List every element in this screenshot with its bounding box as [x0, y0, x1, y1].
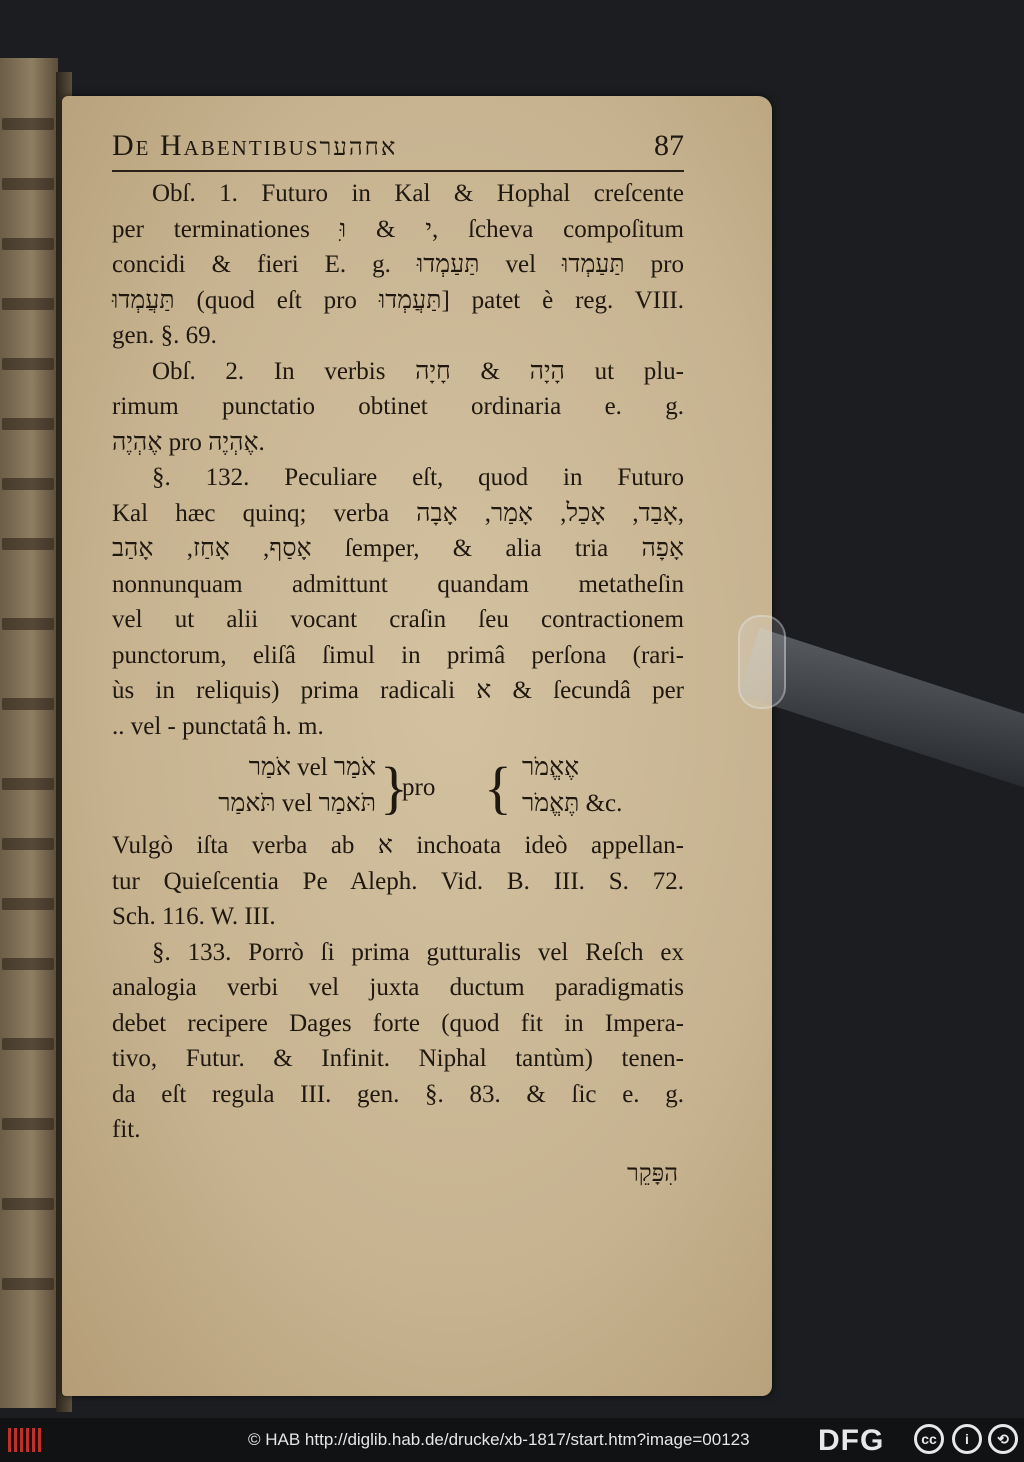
attribution-icon[interactable]: i: [952, 1424, 982, 1454]
text-line: concidi & fieri E. g. תַּעַמְדוּ vel תַּעַמְדוּ pro: [112, 251, 684, 278]
paradigm-example: [112, 750, 684, 826]
text-line: tivo, Futur. & Infinit. Niphal tantùm) tenen-: [112, 1045, 684, 1072]
text-line: אָסַף, אָחַז, אָהַב ſemper, & alia tria אָפָה: [112, 535, 684, 562]
text-line: rimum punctatio obtinet ordinaria e. g.: [112, 393, 684, 420]
text-line: Kal hæc quinq; verba אָבַד, אָכַל, אָמַר, אָבָה,: [112, 499, 684, 527]
running-header: [112, 128, 684, 172]
text-line: fit.: [112, 1116, 141, 1143]
text-line: Vulgò iſta verba ab א inchoata ideò appellan-: [112, 832, 685, 859]
text-line: gen. §. 69.: [112, 322, 217, 349]
page-text: [112, 128, 684, 1191]
text-line: tur Quieſcentia Pe Aleph. Vid. B. III. S. 72.: [112, 867, 684, 895]
example-right-2: תֶּאֱמֹר &c.: [522, 790, 623, 817]
catchword: הִפָּקֵר: [626, 1158, 678, 1187]
dfg-logo: DFG: [818, 1424, 885, 1457]
text-line: §. 133. Porrò ſi prima gutturalis vel Reſch ex: [152, 938, 684, 966]
text-line: da eſt regula III. gen. §. 83. & ſic e. g.: [112, 1080, 684, 1108]
text-line: Obſ. 2. In verbis הָיָה & חָיָה ut plu-: [152, 357, 685, 385]
text-line: punctorum, eliſâ ſimul in primâ perſona (rari-: [112, 641, 684, 669]
text-line: אֶהְיֶה pro אֶהְיֶה.: [112, 428, 265, 456]
text-line: vel ut alii vocant craſin ſeu contractionem: [112, 606, 684, 633]
text-line: debet recipere Dages forte (quod fit in Impera-: [112, 1009, 684, 1037]
facing-page-edge: [0, 58, 58, 1408]
brace-left: {: [484, 755, 512, 820]
text-line: §. 132. Peculiare eſt, quod in Futuro: [152, 464, 684, 491]
share-alike-icon[interactable]: ⟲: [988, 1424, 1018, 1454]
text-line: Obſ. 1. Futuro in Kal & Hophal creſcente: [152, 180, 684, 207]
text-line: .. vel - punctatâ h. m.: [112, 712, 324, 740]
text-line: per terminationes ִי & וּ, ſcheva compoſitum: [112, 215, 685, 243]
creative-commons-icon[interactable]: cc: [914, 1424, 944, 1454]
glass-clamp-tip: [738, 615, 786, 709]
example-left-2: תֹּאמַר vel תֹּאמַר: [218, 790, 376, 817]
text-line: nonnunquam admittunt quandam metatheſin: [112, 570, 684, 598]
text-line: תַּעֲמְדוּ (quod eſt pro תַּעֲמְדוּ] patet è reg. VIII.: [112, 286, 684, 314]
text-line: ùs in reliquis) prima radicali א & ſecundâ per: [112, 677, 684, 704]
example-right-1: אֶאֱמֹר: [522, 754, 580, 781]
text-line: analogia verbi vel juxta ductum paradigmatis: [112, 974, 684, 1001]
example-left-1: אֹמַר vel אֹמַר: [248, 754, 376, 781]
copyright-link[interactable]: © HAB http://diglib.hab.de/drucke/xb-1817/start.htm?image=00123: [248, 1430, 750, 1449]
hab-logo-icon: [8, 1428, 42, 1452]
header-title: De Habentibusאחהער: [112, 129, 398, 162]
page-number: 87: [654, 129, 684, 162]
example-pro: pro: [402, 774, 436, 801]
text-line: Sch. 116. W. III.: [112, 903, 276, 930]
brace-right: }: [380, 755, 408, 820]
viewer-footer: [0, 1418, 1024, 1462]
